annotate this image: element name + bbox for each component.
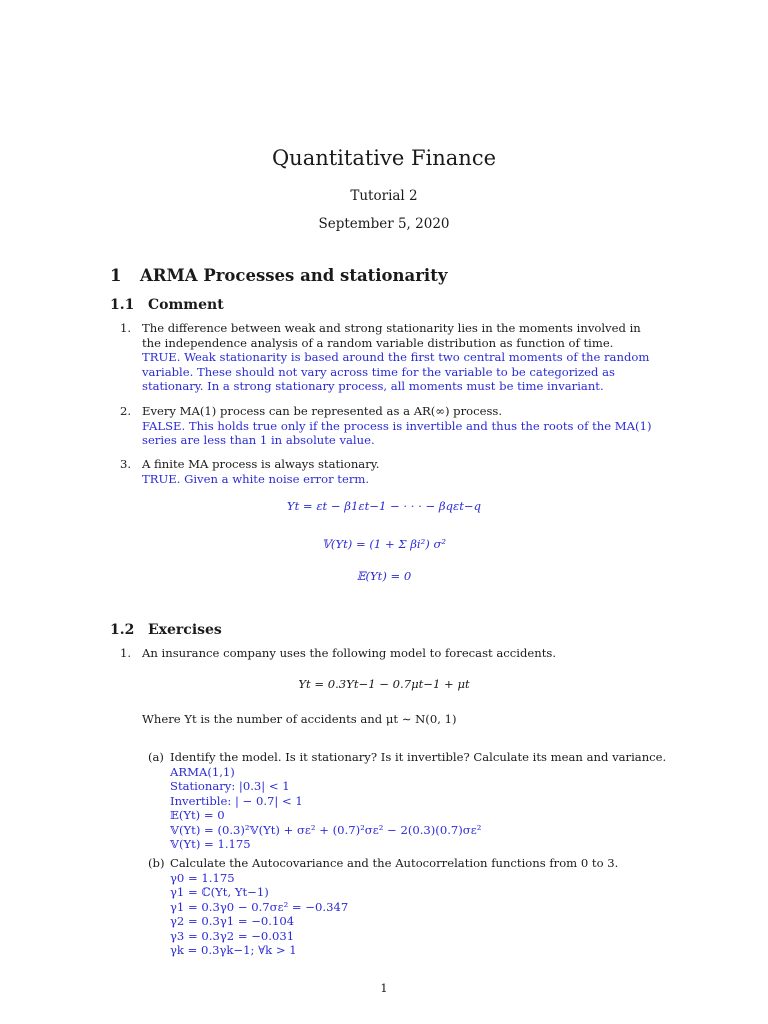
item-answer: TRUE. Given a white noise error term. <box>142 471 370 486</box>
item-number: 3. <box>120 457 132 471</box>
doc-title: Quantitative Finance <box>271 146 497 170</box>
comment-item <box>120 457 660 486</box>
item-question: The difference between weak and strong stationarity lies in the moments involved in the independence analysis of a random variable distribution as function of time. <box>142 321 641 350</box>
exercise-intro: An insurance company uses the following model to forecast accidents. <box>142 646 557 660</box>
section-title: ARMA Processes and stationarity <box>140 266 448 285</box>
doc-date: September 5, 2020 <box>318 216 450 232</box>
item-question: A finite MA process is always stationary. <box>142 457 380 471</box>
subsection-title: Exercises <box>148 622 222 638</box>
answer-line: Stationary: |0.3| < 1 <box>170 779 290 793</box>
exercise-part <box>148 856 668 958</box>
item-number: 1. <box>120 321 132 335</box>
part-question: Calculate the Autocovariance and the Autocorrelation functions from 0 to 3. <box>170 856 619 870</box>
item-number: 2. <box>120 404 132 418</box>
page-number: 1 <box>380 981 388 995</box>
part-label: (a) <box>148 750 164 764</box>
doc-subtitle: Tutorial 2 <box>350 188 418 204</box>
answer-line: γk = 0.3γk−1; ∀k > 1 <box>170 943 297 957</box>
answer-line: γ3 = 0.3γ2 = −0.031 <box>170 928 295 943</box>
answer-line: ARMA(1,1) <box>170 764 235 779</box>
section-heading <box>110 266 447 285</box>
answer-line: γ0 = 1.175 <box>170 870 235 885</box>
answer-line: γ1 = ℂ(Yt, Yt−1) <box>170 885 269 899</box>
answer-line: 𝔼(Yt) = 0 <box>170 808 225 822</box>
subsection-heading <box>110 622 222 638</box>
subsection-heading <box>110 297 224 313</box>
item-question: Every MA(1) process can be represented as a AR(∞) process. <box>142 404 503 418</box>
subsection-number: 1.2 <box>110 622 135 638</box>
exercise-item <box>120 646 660 661</box>
model-where: Where Yt is the number of accidents and μt ∼ N(0, 1) <box>142 712 457 726</box>
equation: Yt = εt − β1εt−1 − · · · − βqεt−q <box>286 499 482 513</box>
model-equation: Yt = 0.3Yt−1 − 0.7μt−1 + μt <box>298 677 470 691</box>
exercise-part <box>148 750 668 852</box>
comment-item <box>120 404 660 448</box>
item-answer: FALSE. This holds true only if the process is invertible and thus the roots of the MA(1) series are less than 1 in absolute value. <box>142 418 652 447</box>
answer-line: Invertible: | − 0.7| < 1 <box>170 793 303 808</box>
equation: 𝕍(Yt) = (1 + Σ βi²) σ² <box>321 537 447 551</box>
comment-item <box>120 321 660 394</box>
answer-line: 𝕍(Yt) = (0.3)²𝕍(Yt) + σε² + (0.7)²σε² − 2(0.3)(0.7)σε² <box>170 822 482 837</box>
model-description <box>120 712 660 727</box>
part-label: (b) <box>148 856 165 870</box>
answer-line: γ1 = 0.3γ0 − 0.7σε² = −0.347 <box>170 899 349 914</box>
subsection-number: 1.1 <box>110 297 135 313</box>
part-question: Identify the model. Is it stationary? Is it invertible? Calculate its mean and variance. <box>170 750 667 764</box>
answer-line: γ2 = 0.3γ1 = −0.104 <box>170 914 295 928</box>
answer-line: 𝕍(Yt) = 1.175 <box>170 837 251 851</box>
subsection-title: Comment <box>148 297 224 313</box>
equation: 𝔼(Yt) = 0 <box>356 569 412 583</box>
section-number: 1 <box>110 266 122 285</box>
item-answer: TRUE. Weak stationarity is based around the first two central moments of the random variable. These should not vary across time for the variable to be categorized as stationary. In a strong stationary process, all moments must be time invariant. <box>142 350 650 393</box>
item-number: 1. <box>120 646 132 660</box>
